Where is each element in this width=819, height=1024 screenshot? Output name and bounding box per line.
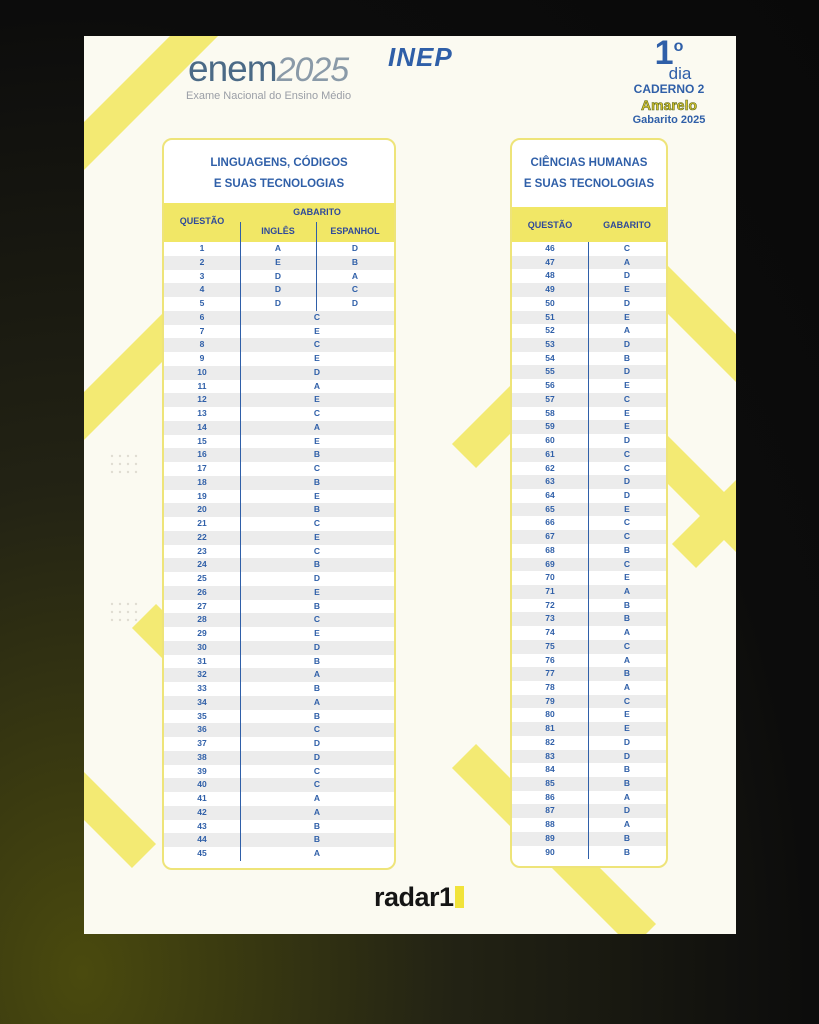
day-ordinal: o: [673, 38, 684, 55]
table-row: [164, 393, 394, 407]
answer: B: [623, 846, 631, 857]
answer: B: [313, 504, 321, 515]
answer-ingles: D: [274, 270, 282, 281]
question-number: 78: [545, 682, 555, 692]
enem-logo: [188, 50, 348, 87]
enem-word: enem: [188, 48, 277, 89]
table-row: [164, 448, 394, 462]
question-number: 85: [545, 778, 555, 789]
question-number: 82: [545, 736, 555, 747]
answer: B: [313, 820, 321, 831]
question-number: 47: [545, 256, 555, 267]
question-number: 86: [545, 791, 555, 802]
answer: A: [623, 819, 631, 830]
table-row: [164, 476, 394, 490]
question-number: 12: [197, 394, 207, 405]
question-number: 74: [545, 627, 555, 638]
question-number: 14: [197, 421, 207, 432]
question-number: 55: [545, 366, 555, 377]
question-number: 15: [197, 435, 207, 446]
table-row: [164, 517, 394, 531]
answer: C: [623, 462, 631, 473]
question-number: 8: [199, 339, 205, 350]
table-row: [164, 352, 394, 366]
answer: D: [623, 339, 631, 350]
question-number: 23: [197, 545, 207, 556]
question-number: 36: [197, 724, 207, 735]
table-row: [164, 256, 394, 270]
question-number: 60: [545, 435, 555, 446]
question-number: 57: [545, 393, 555, 404]
linguagens-title-line2: E SUAS TECNOLOGIAS: [213, 178, 345, 190]
answer: A: [313, 793, 321, 803]
radar1-bar-icon: [455, 886, 464, 908]
answer: E: [314, 490, 320, 501]
table-row: [164, 778, 394, 792]
question-number: 24: [197, 559, 207, 570]
answer: D: [623, 366, 631, 377]
question-number: 59: [545, 421, 555, 432]
question-number: 44: [197, 834, 207, 845]
question-number: 66: [545, 517, 555, 528]
table-row: [164, 806, 394, 820]
table-row: [164, 641, 394, 655]
answer: B: [313, 683, 321, 693]
question-number: 20: [197, 504, 207, 515]
question-number: 70: [545, 572, 555, 583]
question-number: 58: [545, 407, 555, 418]
answer: C: [313, 779, 321, 790]
question-number: 38: [197, 751, 207, 762]
linguagens-rows: [164, 242, 394, 861]
question-number: 13: [197, 408, 207, 418]
answer: B: [623, 778, 631, 789]
question-number: 33: [197, 683, 207, 693]
answer: D: [623, 435, 631, 446]
answer: E: [624, 407, 630, 418]
table-row: [164, 751, 394, 765]
linguagens-title-line1: LINGUAGENS, CÓDIGOS: [210, 157, 348, 169]
enem-year: 2025: [276, 51, 349, 89]
question-number: 80: [545, 709, 555, 720]
inep-logo: INEP: [388, 42, 453, 72]
col-ingles-header: INGLÊS: [261, 226, 295, 236]
question-number: 29: [197, 628, 207, 638]
table-row: [164, 558, 394, 572]
question-number: 6: [199, 311, 205, 322]
table-row: [164, 655, 394, 669]
answer: C: [313, 724, 321, 735]
table-row: [164, 668, 394, 682]
question-number: 62: [545, 462, 555, 473]
answer: E: [314, 353, 320, 363]
caderno-label: CADERNO 2: [633, 82, 705, 96]
question-number: 10: [197, 366, 207, 377]
answer: C: [623, 517, 631, 528]
answer: B: [623, 668, 631, 679]
answer: E: [314, 394, 320, 405]
question-number: 46: [545, 243, 555, 253]
table-row: [164, 421, 394, 435]
answer: E: [624, 723, 630, 734]
col-espanhol-header: ESPANHOL: [330, 226, 380, 236]
question-number: 26: [197, 586, 207, 597]
answer-ingles: E: [275, 256, 281, 267]
answer: D: [313, 751, 321, 762]
table-row: [164, 325, 394, 339]
answer-espanhol: C: [351, 284, 359, 295]
answer: C: [623, 243, 631, 253]
table-row: [164, 792, 394, 806]
question-number: 73: [545, 613, 555, 624]
question-number: 1: [199, 243, 205, 253]
linguagens-table-header: [164, 203, 394, 242]
col-questao-header: QUESTÃO: [179, 216, 225, 226]
answer: C: [623, 448, 631, 459]
radar1-wordmark: radar1: [374, 882, 454, 912]
question-number: 7: [199, 325, 205, 336]
table-row: [164, 338, 394, 352]
question-number: 90: [545, 846, 555, 857]
answer: A: [313, 696, 321, 707]
question-number: 54: [545, 352, 555, 363]
question-number: 83: [545, 750, 555, 761]
question-number: 79: [545, 695, 555, 706]
question-number: 71: [545, 585, 555, 596]
answer-espanhol: A: [351, 270, 359, 281]
question-number: 18: [197, 476, 207, 487]
question-number: 32: [197, 669, 207, 680]
question-number: 87: [545, 805, 555, 816]
question-number: 30: [197, 641, 207, 652]
answer: C: [623, 393, 631, 404]
question-number: 42: [197, 806, 207, 817]
answer-espanhol: D: [351, 243, 359, 253]
answer: A: [313, 806, 321, 817]
answer: C: [313, 408, 321, 418]
answer: B: [313, 600, 321, 611]
question-number: 77: [545, 668, 555, 679]
linguagens-panel: [162, 138, 396, 870]
answer: D: [623, 489, 631, 500]
answer: E: [314, 325, 320, 336]
answer: D: [623, 297, 631, 308]
answer: B: [623, 764, 631, 775]
question-number: 51: [545, 311, 555, 322]
answer: E: [314, 531, 320, 542]
question-number: 43: [197, 820, 207, 831]
question-number: 61: [545, 448, 555, 459]
question-number: 19: [197, 490, 207, 501]
answer: E: [624, 572, 630, 583]
answer: B: [313, 655, 321, 666]
answer: D: [623, 270, 631, 281]
table-row: [164, 586, 394, 600]
answer: B: [313, 449, 321, 460]
table-row: [164, 490, 394, 504]
answer: A: [623, 791, 631, 802]
humanas-panel: [510, 138, 668, 868]
answer: D: [623, 750, 631, 761]
table-row: [164, 462, 394, 476]
answer: C: [313, 545, 321, 556]
answer: E: [624, 709, 630, 720]
question-number: 35: [197, 710, 207, 721]
gabarito-year: Gabarito 2025: [632, 114, 706, 126]
question-number: 34: [197, 696, 207, 707]
enem-subtitle: Exame Nacional do Ensino Médio: [186, 90, 352, 102]
question-number: 25: [197, 573, 207, 583]
answer: B: [313, 834, 321, 845]
question-number: 89: [545, 832, 555, 843]
col-gabarito-header: GABARITO: [293, 207, 341, 217]
answer: B: [313, 710, 321, 721]
answer: C: [313, 311, 321, 322]
question-number: 72: [545, 599, 555, 610]
answer: B: [623, 599, 631, 610]
humanas-title: [512, 140, 666, 195]
answer: E: [624, 503, 630, 514]
caderno-color: Amarelo: [640, 97, 698, 113]
question-number: 49: [545, 284, 555, 295]
question-number: 28: [197, 614, 207, 625]
question-number: 21: [197, 518, 207, 528]
answer: A: [313, 380, 321, 391]
answer: E: [624, 284, 630, 295]
question-number: 81: [545, 723, 555, 734]
answer: E: [314, 435, 320, 446]
humanas-table-header: [512, 207, 666, 242]
answer-ingles: A: [274, 243, 282, 253]
question-number: 53: [545, 339, 555, 350]
table-row: [164, 833, 394, 847]
table-row: [164, 723, 394, 737]
question-number: 84: [545, 764, 555, 775]
table-row: [164, 242, 394, 256]
question-number: 64: [545, 489, 555, 500]
answer: A: [623, 256, 631, 267]
table-row: [164, 531, 394, 545]
question-number: 68: [545, 544, 555, 555]
answer: C: [313, 339, 321, 350]
table-row: [164, 297, 394, 311]
table-row: [164, 270, 394, 284]
answer: C: [623, 558, 631, 569]
question-number: 11: [197, 380, 207, 391]
table-row: [164, 407, 394, 421]
col-gabarito-header: GABARITO: [603, 220, 651, 230]
answer: D: [313, 738, 321, 748]
question-number: 52: [545, 325, 555, 336]
question-number: 45: [197, 848, 207, 858]
table-row: [164, 545, 394, 559]
answer: B: [623, 832, 631, 843]
answer: C: [313, 765, 321, 776]
answer: B: [623, 544, 631, 555]
humanas-title-line1: CIÊNCIAS HUMANAS: [530, 157, 648, 169]
answer: A: [623, 325, 631, 336]
question-number: 5: [199, 298, 205, 308]
question-number: 56: [545, 380, 555, 391]
table-row: [164, 710, 394, 724]
question-number: 50: [545, 297, 555, 308]
answer: B: [623, 613, 631, 624]
answer: A: [623, 585, 631, 596]
answer: E: [624, 311, 630, 322]
question-number: 76: [545, 654, 555, 665]
question-number: 88: [545, 819, 555, 830]
question-number: 4: [199, 284, 205, 295]
question-number: 75: [545, 640, 555, 651]
answer: E: [314, 586, 320, 597]
table-row: [164, 311, 394, 325]
table-row: [164, 283, 394, 297]
answer: D: [623, 805, 631, 816]
table-row: [164, 613, 394, 627]
table-row: [164, 737, 394, 751]
table-row: [164, 572, 394, 586]
question-number: 67: [545, 531, 555, 542]
question-number: 48: [545, 270, 555, 281]
col-questao-header: QUESTÃO: [527, 220, 573, 230]
answer: A: [313, 669, 321, 680]
answer: E: [624, 380, 630, 391]
answer-espanhol: D: [351, 298, 359, 308]
question-number: 3: [199, 270, 205, 281]
answer: A: [623, 682, 631, 692]
question-number: 69: [545, 558, 555, 569]
table-row: [164, 366, 394, 380]
answer-ingles: D: [274, 298, 282, 308]
question-number: 39: [197, 765, 207, 776]
answer: B: [623, 352, 631, 363]
question-number: 27: [197, 600, 207, 611]
answer: D: [623, 736, 631, 747]
question-number: 9: [199, 353, 205, 363]
question-number: 41: [197, 793, 207, 803]
question-number: 31: [197, 655, 207, 666]
answer: B: [313, 559, 321, 570]
answer-ingles: D: [274, 284, 282, 295]
answer: D: [313, 641, 321, 652]
table-row: [164, 765, 394, 779]
question-number: 63: [545, 476, 555, 487]
day-number: 1: [654, 36, 674, 72]
question-number: 37: [197, 738, 207, 748]
answer: C: [623, 531, 631, 542]
exam-day-badge: [616, 36, 722, 126]
table-row: [164, 847, 394, 861]
answer: D: [313, 366, 321, 377]
day-label: dia: [668, 64, 692, 83]
answer: A: [313, 848, 321, 858]
table-row: [164, 627, 394, 641]
answer: C: [623, 640, 631, 651]
question-number: 2: [199, 256, 205, 267]
answer: C: [313, 518, 321, 528]
question-number: 40: [197, 779, 207, 790]
answer: D: [313, 573, 321, 583]
answer: E: [314, 628, 320, 638]
table-row: [164, 600, 394, 614]
answer: A: [623, 654, 631, 665]
linguagens-title: [164, 140, 394, 195]
table-row: [164, 503, 394, 517]
answer: C: [313, 463, 321, 473]
radar1-logo: [374, 882, 464, 913]
answer: B: [313, 476, 321, 487]
answer: A: [623, 627, 631, 638]
table-row: [164, 820, 394, 834]
answer-key-sheet: [84, 36, 736, 934]
question-number: 16: [197, 449, 207, 460]
question-number: 22: [197, 531, 207, 542]
question-number: 65: [545, 503, 555, 514]
table-row: [164, 682, 394, 696]
answer: C: [313, 614, 321, 625]
answer: C: [623, 695, 631, 706]
answer: D: [623, 476, 631, 487]
answer-espanhol: B: [351, 256, 359, 267]
answer: E: [624, 421, 630, 432]
humanas-title-line2: E SUAS TECNOLOGIAS: [523, 178, 655, 190]
answer: A: [313, 421, 321, 432]
table-row: [164, 380, 394, 394]
table-row: [164, 696, 394, 710]
question-number: 17: [197, 463, 207, 473]
humanas-rows: [512, 242, 666, 859]
table-row: [164, 435, 394, 449]
